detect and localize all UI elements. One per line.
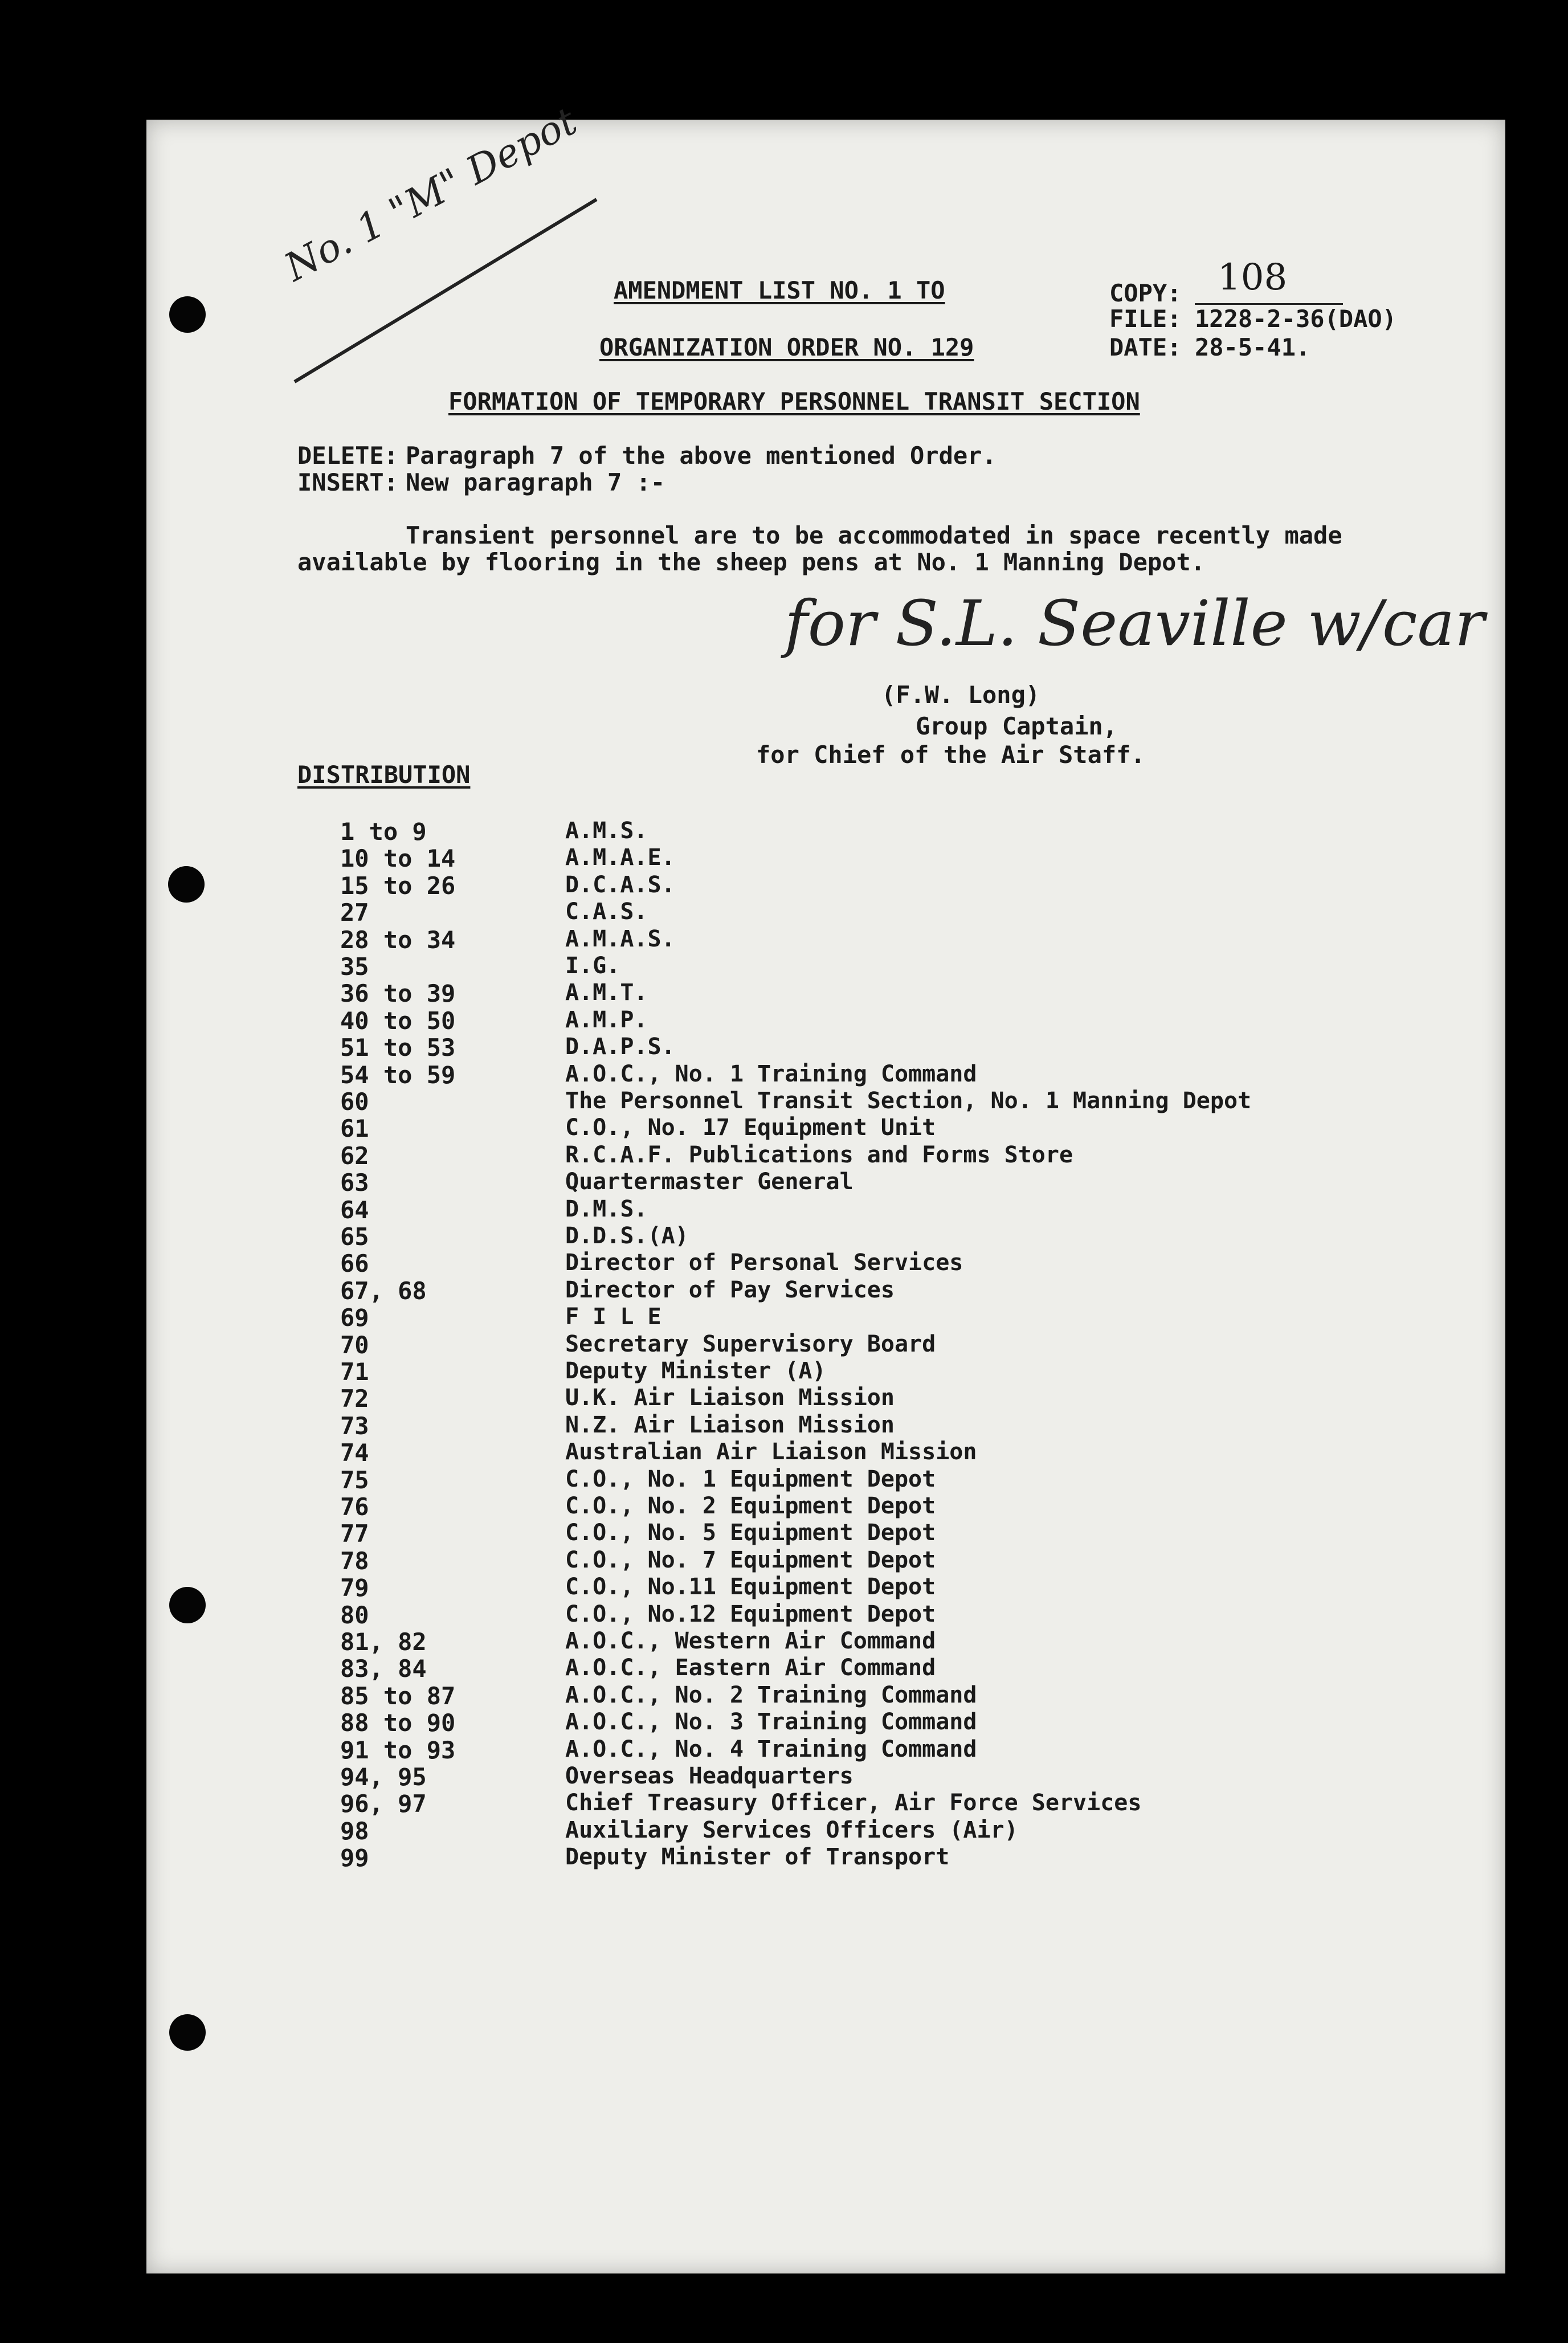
distribution-copies: 98: [340, 1817, 369, 1845]
distribution-row: [146, 872, 1505, 898]
file-label: FILE:: [1109, 305, 1182, 333]
distribution-copies: 96, 97: [340, 1790, 427, 1818]
punch-hole-4: [169, 2014, 206, 2051]
distribution-copies: 62: [340, 1141, 369, 1170]
distribution-row: [146, 1358, 1505, 1384]
distribution-recipient: D.M.S.: [565, 1195, 648, 1222]
distribution-copies: 28 to 34: [340, 925, 456, 954]
handwritten-underline: [289, 188, 608, 393]
distribution-copies: 71: [340, 1358, 369, 1386]
distribution-row: [146, 1601, 1505, 1627]
distribution-recipient: A.M.A.E.: [565, 844, 675, 871]
insert-label: INSERT:: [297, 468, 399, 496]
distribution-recipient: C.O., No. 7 Equipment Depot: [565, 1546, 936, 1573]
distribution-row: [146, 818, 1505, 844]
distribution-recipient: A.O.C., No. 3 Training Command: [565, 1709, 977, 1736]
distribution-recipient: Overseas Headquarters: [565, 1763, 854, 1789]
distribution-row: [146, 844, 1505, 871]
subject-line: FORMATION OF TEMPORARY PERSONNEL TRANSIT SECTION: [448, 387, 1140, 415]
distribution-row: [146, 1223, 1505, 1249]
distribution-row: [146, 1007, 1505, 1033]
distribution-copies: 70: [340, 1330, 369, 1359]
distribution-copies: 15 to 26: [340, 871, 456, 900]
distribution-row: [146, 953, 1505, 979]
distribution-copies: 80: [340, 1601, 369, 1629]
distribution-recipient: A.O.C., No. 2 Training Command: [565, 1681, 977, 1708]
distribution-recipient: C.O., No. 5 Equipment Depot: [565, 1520, 936, 1546]
distribution-copies: 94, 95: [340, 1763, 427, 1791]
distribution-recipient: D.A.P.S.: [565, 1034, 675, 1060]
distribution-copies: 61: [340, 1115, 369, 1143]
distribution-copies: 69: [340, 1304, 369, 1332]
distribution-recipient: A.M.P.: [565, 1006, 648, 1033]
distribution-recipient: Director of Personal Services: [565, 1250, 963, 1276]
distribution-recipient: A.O.C., No. 1 Training Command: [565, 1060, 977, 1087]
copy-value: 108: [1218, 256, 1288, 299]
distribution-row: [146, 1709, 1505, 1735]
distribution-copies: 78: [340, 1546, 369, 1575]
signatory-rank: Group Captain,: [916, 712, 1118, 740]
order-title: ORGANIZATION ORDER NO. 129: [599, 333, 974, 361]
distribution-recipient: N.Z. Air Liaison Mission: [565, 1411, 895, 1438]
distribution-copies: 63: [340, 1169, 369, 1197]
distribution-copies: 77: [340, 1520, 369, 1548]
distribution-row: [146, 1142, 1505, 1168]
distribution-copies: 64: [340, 1195, 369, 1224]
distribution-recipient: Australian Air Liaison Mission: [565, 1439, 977, 1466]
distribution-copies: 76: [340, 1493, 369, 1521]
distribution-recipient: C.O., No.12 Equipment Depot: [565, 1601, 936, 1627]
distribution-recipient: Chief Treasury Officer, Air Force Services: [565, 1790, 1142, 1817]
distribution-recipient: Secretary Supervisory Board: [565, 1330, 936, 1357]
distribution-copies: 65: [340, 1223, 369, 1251]
distribution-row: [146, 926, 1505, 952]
distribution-row: [146, 1412, 1505, 1438]
distribution-recipient: D.D.S.(A): [565, 1223, 689, 1249]
distribution-recipient: Deputy Minister (A): [565, 1358, 826, 1384]
distribution-row: [146, 1169, 1505, 1195]
distribution-recipient: F I L E: [565, 1304, 662, 1330]
copy-label: COPY:: [1109, 279, 1182, 307]
distribution-recipient: I.G.: [565, 953, 620, 979]
distribution-recipient: C.O., No. 1 Equipment Depot: [565, 1466, 936, 1492]
distribution-copies: 51 to 53: [340, 1034, 456, 1062]
distribution-copies: 91 to 93: [340, 1736, 456, 1764]
distribution-row: [146, 1844, 1505, 1870]
distribution-row: [146, 1196, 1505, 1222]
distribution-recipient: C.O., No. 17 Equipment Unit: [565, 1115, 936, 1141]
distribution-row: [146, 1385, 1505, 1411]
distribution-recipient: A.O.C., No. 4 Training Command: [565, 1736, 977, 1762]
distribution-recipient: U.K. Air Liaison Mission: [565, 1385, 895, 1411]
distribution-copies: 83, 84: [340, 1655, 427, 1683]
distribution-row: [146, 1250, 1505, 1276]
insert-text: New paragraph 7 :-: [406, 468, 665, 496]
distribution-copies: 73: [340, 1411, 369, 1440]
distribution-copies: 72: [340, 1385, 369, 1413]
amendment-title: AMENDMENT LIST NO. 1 TO: [614, 276, 945, 304]
paragraph-line-2: available by flooring in the sheep pens at No. 1 Manning Depot.: [297, 548, 1206, 576]
distribution-row: [146, 1034, 1505, 1060]
distribution-copies: 1 to 9: [340, 818, 427, 846]
distribution-recipient: Auxiliary Services Officers (Air): [565, 1817, 1018, 1843]
distribution-copies: 75: [340, 1466, 369, 1494]
distribution-recipient: A.M.S.: [565, 818, 648, 844]
distribution-row: [146, 1115, 1505, 1141]
distribution-copies: 35: [340, 953, 369, 981]
distribution-copies: 60: [340, 1088, 369, 1116]
delete-text: Paragraph 7 of the above mentioned Order.: [406, 442, 997, 470]
distribution-row: [146, 1493, 1505, 1519]
signatory-for-line: for Chief of the Air Staff.: [756, 741, 1145, 769]
distribution-recipient: The Personnel Transit Section, No. 1 Manning Depot: [565, 1088, 1252, 1114]
document-page: [146, 99, 1505, 2273]
distribution-recipient: C.A.S.: [565, 899, 648, 925]
date-label: DATE:: [1109, 333, 1182, 361]
distribution-row: [146, 1682, 1505, 1708]
distribution-copies: 66: [340, 1250, 369, 1278]
distribution-row: [146, 1466, 1505, 1492]
distribution-copies: 79: [340, 1574, 369, 1602]
distribution-row: [146, 1547, 1505, 1573]
distribution-heading: DISTRIBUTION: [297, 761, 471, 789]
distribution-copies: 54 to 59: [340, 1060, 456, 1089]
distribution-row: [146, 1574, 1505, 1600]
distribution-copies: 10 to 14: [340, 844, 456, 873]
distribution-row: [146, 1763, 1505, 1789]
date-value: 28-5-41.: [1195, 333, 1310, 361]
signatory-name: (F.W. Long): [881, 681, 1040, 709]
distribution-row: [146, 1439, 1505, 1465]
distribution-recipient: D.C.A.S.: [565, 871, 675, 898]
file-value: 1228-2-36(DAO): [1195, 305, 1397, 333]
distribution-copies: 67, 68: [340, 1276, 427, 1305]
distribution-row: [146, 1628, 1505, 1654]
distribution-copies: 27: [340, 899, 369, 927]
distribution-row: [146, 1790, 1505, 1816]
distribution-copies: 81, 82: [340, 1628, 427, 1656]
distribution-copies: 88 to 90: [340, 1709, 456, 1737]
distribution-row: [146, 979, 1505, 1006]
distribution-recipient: Deputy Minister of Transport: [565, 1844, 950, 1871]
distribution-row: [146, 1331, 1505, 1357]
signature-handwritten: for S.L. Seaville w/car: [785, 587, 1485, 660]
distribution-copies: 36 to 39: [340, 979, 456, 1008]
distribution-recipient: A.O.C., Eastern Air Command: [565, 1655, 936, 1681]
distribution-copies: 40 to 50: [340, 1006, 456, 1035]
distribution-row: [146, 1736, 1505, 1762]
distribution-recipient: A.M.A.S.: [565, 925, 675, 952]
distribution-row: [146, 1655, 1505, 1681]
distribution-row: [146, 1817, 1505, 1843]
distribution-copies: 74: [340, 1439, 369, 1467]
distribution-recipient: Quartermaster General: [565, 1169, 854, 1195]
distribution-row: [146, 1277, 1505, 1303]
distribution-recipient: C.O., No.11 Equipment Depot: [565, 1574, 936, 1601]
distribution-recipient: A.M.T.: [565, 979, 648, 1006]
distribution-row: [146, 899, 1505, 925]
distribution-recipient: C.O., No. 2 Equipment Depot: [565, 1493, 936, 1519]
punch-hole-1: [169, 296, 206, 333]
distribution-recipient: R.C.A.F. Publications and Forms Store: [565, 1141, 1073, 1168]
distribution-copies: 85 to 87: [340, 1681, 456, 1710]
distribution-copies: 99: [340, 1844, 369, 1872]
delete-label: DELETE:: [297, 442, 399, 470]
distribution-recipient: Director of Pay Services: [565, 1276, 895, 1303]
distribution-row: [146, 1088, 1505, 1114]
distribution-row: [146, 1520, 1505, 1546]
distribution-recipient: A.O.C., Western Air Command: [565, 1628, 936, 1654]
paragraph-line-1: Transient personnel are to be accommodated in space recently made: [406, 521, 1342, 549]
distribution-row: [146, 1304, 1505, 1330]
distribution-row: [146, 1061, 1505, 1087]
handwritten-note: No. 1 "M" Depot: [277, 99, 585, 291]
